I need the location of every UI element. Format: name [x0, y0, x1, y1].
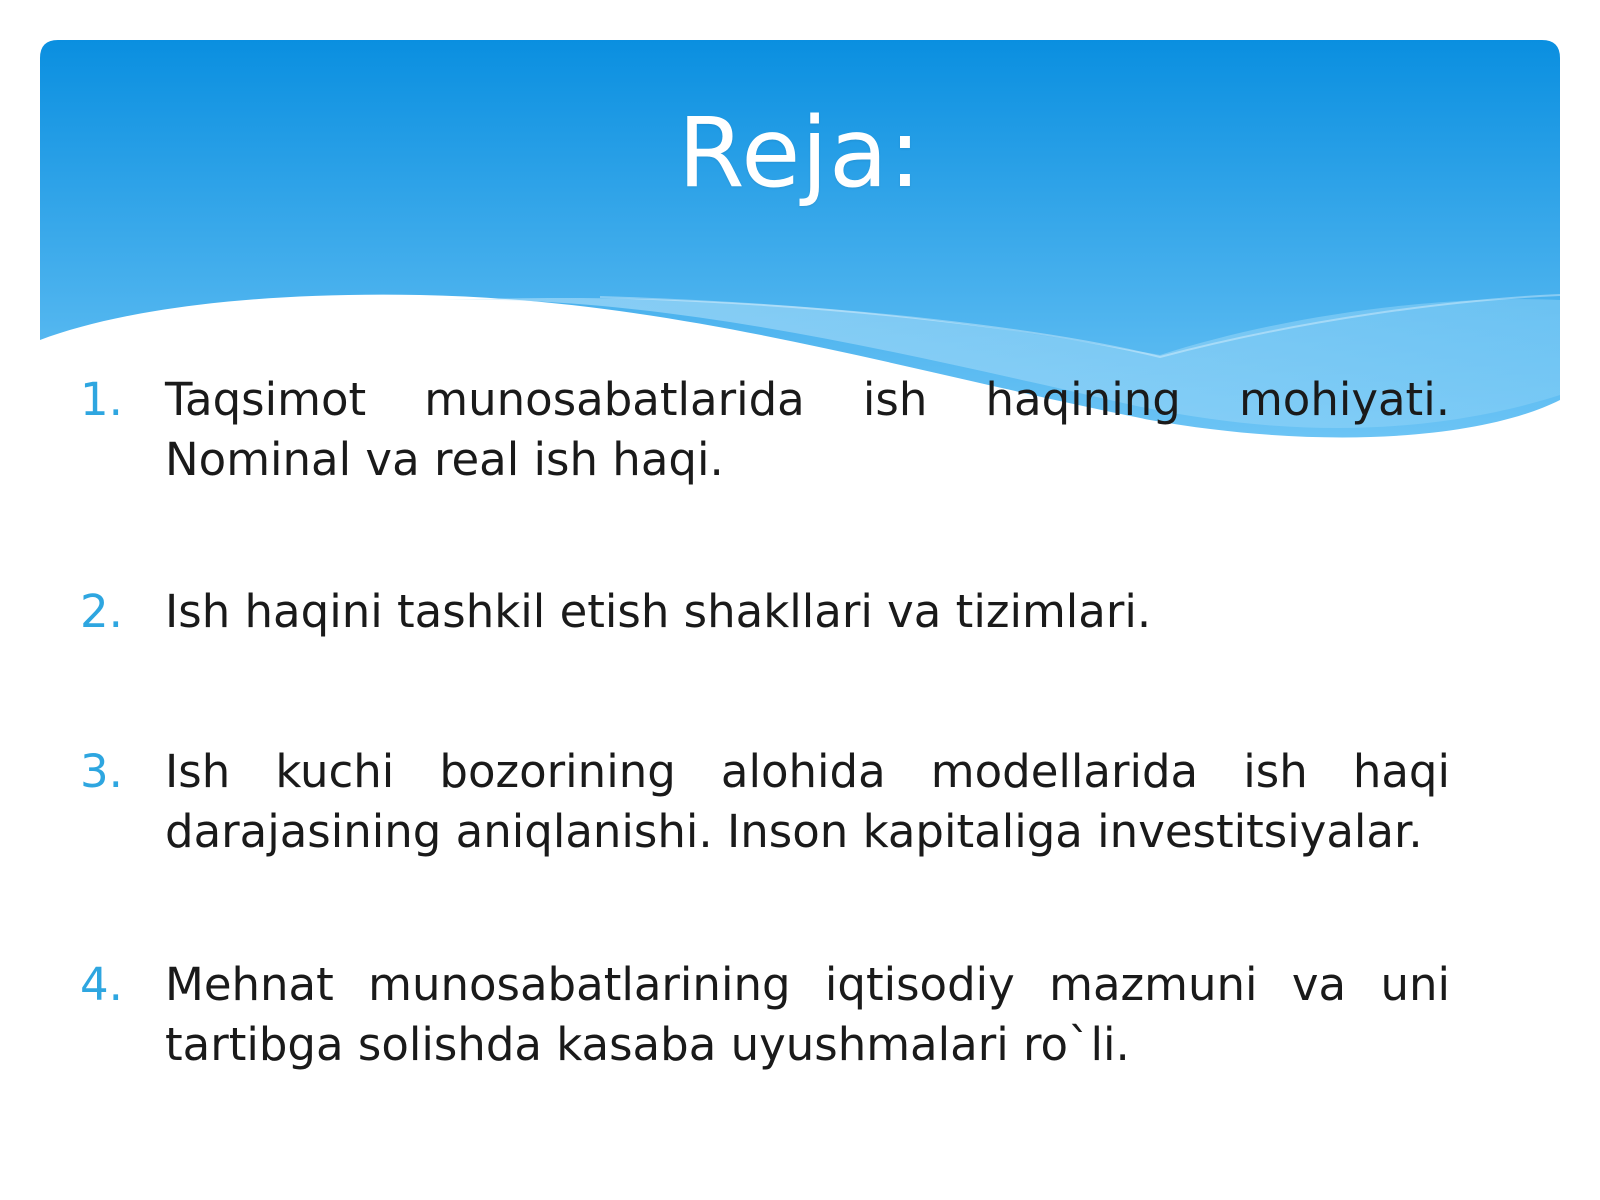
plan-item-1: [80, 370, 1450, 490]
plan-item-text: Taqsimot munosabatlarida ish haqining mohiyati. Nominal va real ish haqi.: [165, 373, 1450, 486]
plan-item-number: 4.: [80, 958, 123, 1011]
plan-item-text: Ish haqini tashkil etish shakllari va tizimlari.: [165, 585, 1152, 638]
plan-item-number: 1.: [80, 373, 123, 426]
plan-item-number: 2.: [80, 585, 123, 638]
slide-title: Reja:: [677, 97, 923, 209]
plan-item-text: Ish kuchi bozorining alohida modellarida ish haqi darajasining aniqlanishi. Inson kapitaliga investitsiyalar.: [165, 745, 1450, 858]
plan-item-number: 3.: [80, 745, 123, 798]
plan-item-3: [80, 742, 1450, 862]
plan-item-4: [80, 955, 1450, 1075]
plan-item-2: [80, 582, 1450, 642]
plan-item-text: Mehnat munosabatlarining iqtisodiy mazmuni va uni tartibga solishda kasaba uyushmalari ro`li.: [165, 958, 1450, 1071]
